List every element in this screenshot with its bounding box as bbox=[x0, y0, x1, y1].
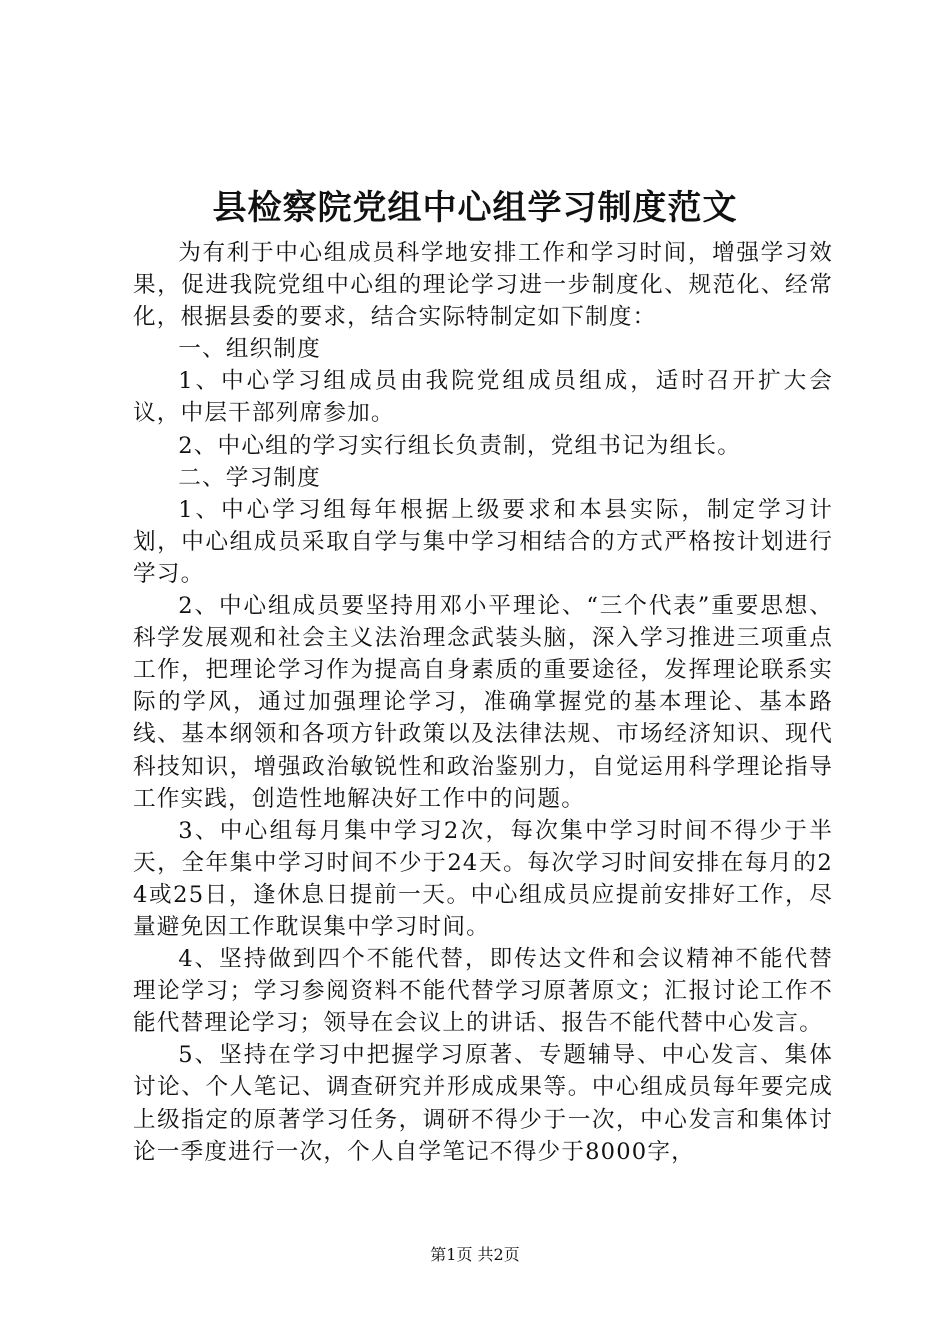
section-heading-study: 二、学习制度 bbox=[178, 464, 321, 491]
document-title: 县检察院党组中心组学习制度范文 bbox=[212, 188, 738, 228]
paragraph-org-1: 1、中心学习组成员由我院党组成员组成，适时召开扩大会议，中层干部列席参加。 bbox=[133, 368, 833, 427]
paragraph-study-5: 5、坚持在学习中把握学习原著、专题辅导、中心发言、集体讨论、个人笔记、调查研究并形成成果等。中心组成员每年要完成上级指定的原著学习任务，调研不得少于一次，中心发言和集体讨论一季度进行一次，个人自学笔记不得少于8000字， bbox=[133, 1042, 833, 1165]
paragraph-study-3: 3、中心组每月集中学习2次，每次集中学习时间不得少于半天，全年集中学习时间不少于24天。每次学习时间安排在每月的24或25日，逢休息日提前一天。中心组成员应提前安排好工作，尽量避免因工作耽误集中学习时间。 bbox=[133, 817, 833, 940]
paragraph-org-2: 2、中心组的学习实行组长负责制，党组书记为组长。 bbox=[178, 432, 742, 459]
paragraph-intro: 为有利于中心组成员科学地安排工作和学习时间，增强学习效果，促进我院党组中心组的理论学习进一步制度化、规范化、经常化，根据县委的要求，结合实际特制定如下制度： bbox=[133, 240, 833, 331]
paragraph-study-4: 4、坚持做到四个不能代替，即传达文件和会议精神不能代替理论学习；学习参阅资料不能代替学习原著原文；汇报讨论工作不能代替理论学习；领导在会议上的讲话、报告不能代替中心发言。 bbox=[133, 946, 833, 1037]
page-number-footer: 第1页 共2页 bbox=[430, 1245, 520, 1264]
document-body bbox=[133, 237, 833, 1168]
section-heading-organization: 一、组织制度 bbox=[178, 336, 321, 363]
paragraph-study-2: 2、中心组成员要坚持用邓小平理论、“三个代表”重要思想、科学发展观和社会主义法治理念武装头脑，深入学习推进三项重点工作，把理论学习作为提高自身素质的重要途径，发挥理论联系实际的学风，通过加强理论学习，准确掌握党的基本理论、基本路线、基本纲领和各项方针政策以及法律法规、市场经济知识、现代科技知识，增强政治敏锐性和政治鉴别力，自觉运用科学理论指导工作实践，创造性地解决好工作中的问题。 bbox=[133, 593, 833, 812]
paragraph-study-1: 1、中心学习组每年根据上级要求和本县实际，制定学习计划，中心组成员采取自学与集中学习相结合的方式严格按计划进行学习。 bbox=[133, 496, 833, 587]
